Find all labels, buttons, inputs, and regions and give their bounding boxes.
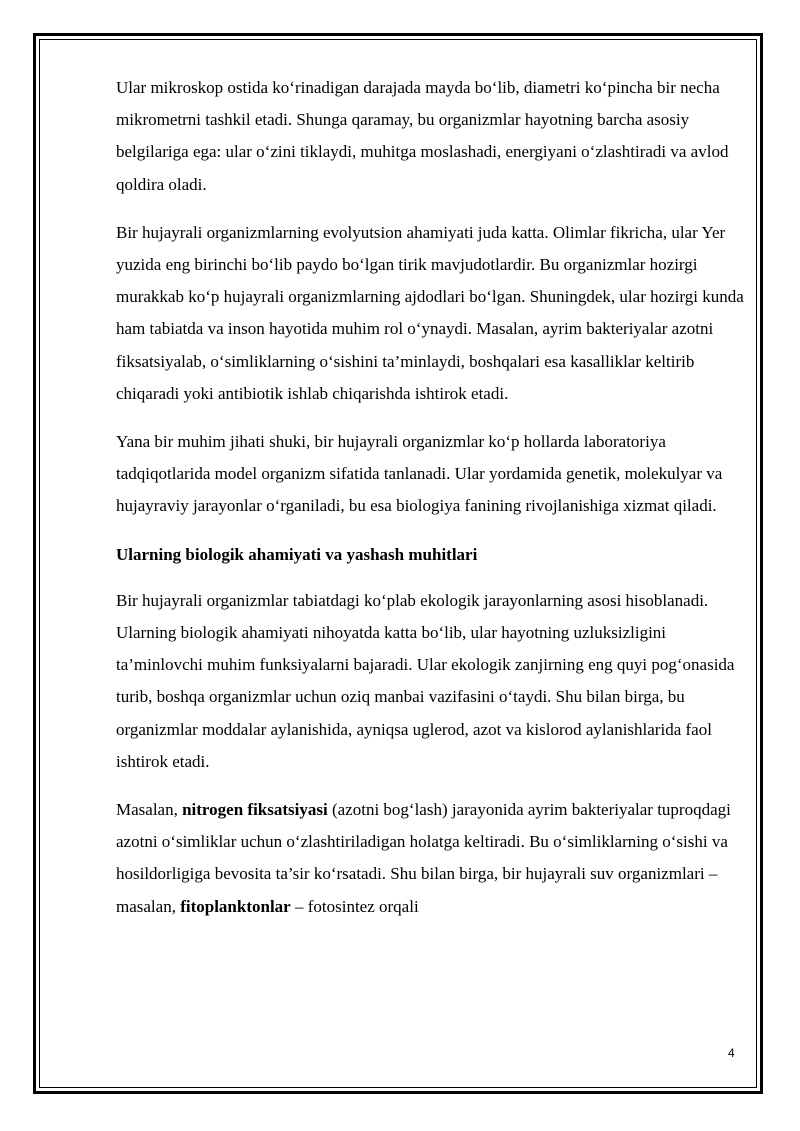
section-heading: Ularning biologik ahamiyati va yashash muhitlari bbox=[116, 544, 478, 564]
paragraph-5-text-1: Masalan, bbox=[116, 800, 183, 820]
page-number: 4 bbox=[728, 1046, 735, 1060]
page-content bbox=[116, 72, 746, 939]
paragraph-5 bbox=[116, 794, 746, 923]
paragraph-5-text-2: (azotni bog‘lash) jarayonida ayrim bakteriyalar tuproqdagi azotni o‘simliklar uchun o‘zlashtiriladigan holatga keltiradi. Bu o‘simliklarning o‘sishi va hosildorligiga bevosita ta’sir ko‘rsatadi. Shu bilan birga, bir hujayrali suv organizmlari – masalan, bbox=[116, 800, 731, 916]
paragraph-2: Bir hujayrali organizmlarning evolyutsion ahamiyati juda katta. Olimlar fikricha, ular Yer yuzida eng birinchi bo‘lib paydo bo‘lgan tirik mavjudotlardir. Bu organizmlar hozirgi murakkab ko‘p hujayrali organizmlarning ajdodlari bo‘lgan. Shuningdek, ular hozirgi kunda ham tabiatda va inson hayotida muhim rol o‘ynaydi. Masalan, ayrim bakteriyalar azotni fiksatsiyalab, o‘simliklarning o‘sishini ta’minlaydi, boshqalari esa kasalliklar keltirib chiqaradi yoki antibiotik ishlab chiqarishda ishtirok etadi. bbox=[116, 222, 744, 403]
paragraph-5-bold-term-1: nitrogen fiksatsiyasi bbox=[182, 800, 328, 820]
paragraph-3: Yana bir muhim jihati shuki, bir hujayrali organizmlar ko‘p hollarda laboratoriya tadqiqotlarida model organizm sifatida tanlanadi. Ular yordamida genetik, molekulyar va hujayraviy jarayonlar o‘rganiladi, bu esa biologiya fanining rivojlanishiga xizmat qiladi. bbox=[116, 432, 723, 516]
paragraph-5-bold-term-2: fitoplanktonlar bbox=[180, 896, 291, 916]
paragraph-5-text-3: – fotosintez orqali bbox=[290, 896, 419, 916]
paragraph-1: Ular mikroskop ostida ko‘rinadigan darajada mayda bo‘lib, diametri ko‘pincha bir necha mikrometrni tashkil etadi. Shunga qaramay, bu organizmlar hayotning barcha asosiy belgilariga ega: ular o‘zini tiklaydi, muhitga moslashadi, energiyani o‘zlashtiradi va avlod qoldira oladi. bbox=[116, 78, 729, 194]
paragraph-4: Bir hujayrali organizmlar tabiatdagi ko‘plab ekologik jarayonlarning asosi hisoblanadi. Ularning biologik ahamiyati nihoyatda katta bo‘lib, ular hayotning uzluksizligini ta’minlovchi muhim funksiyalarni bajaradi. Ular ekologik zanjirning eng quyi pog‘onasida turib, boshqa organizmlar uchun oziq manbai vazifasini o‘taydi. Shu bilan birga, bu organizmlar moddalar aylanishida, ayniqsa uglerod, azot va kislorod aylanishlarida faol ishtirok etadi. bbox=[116, 590, 735, 771]
